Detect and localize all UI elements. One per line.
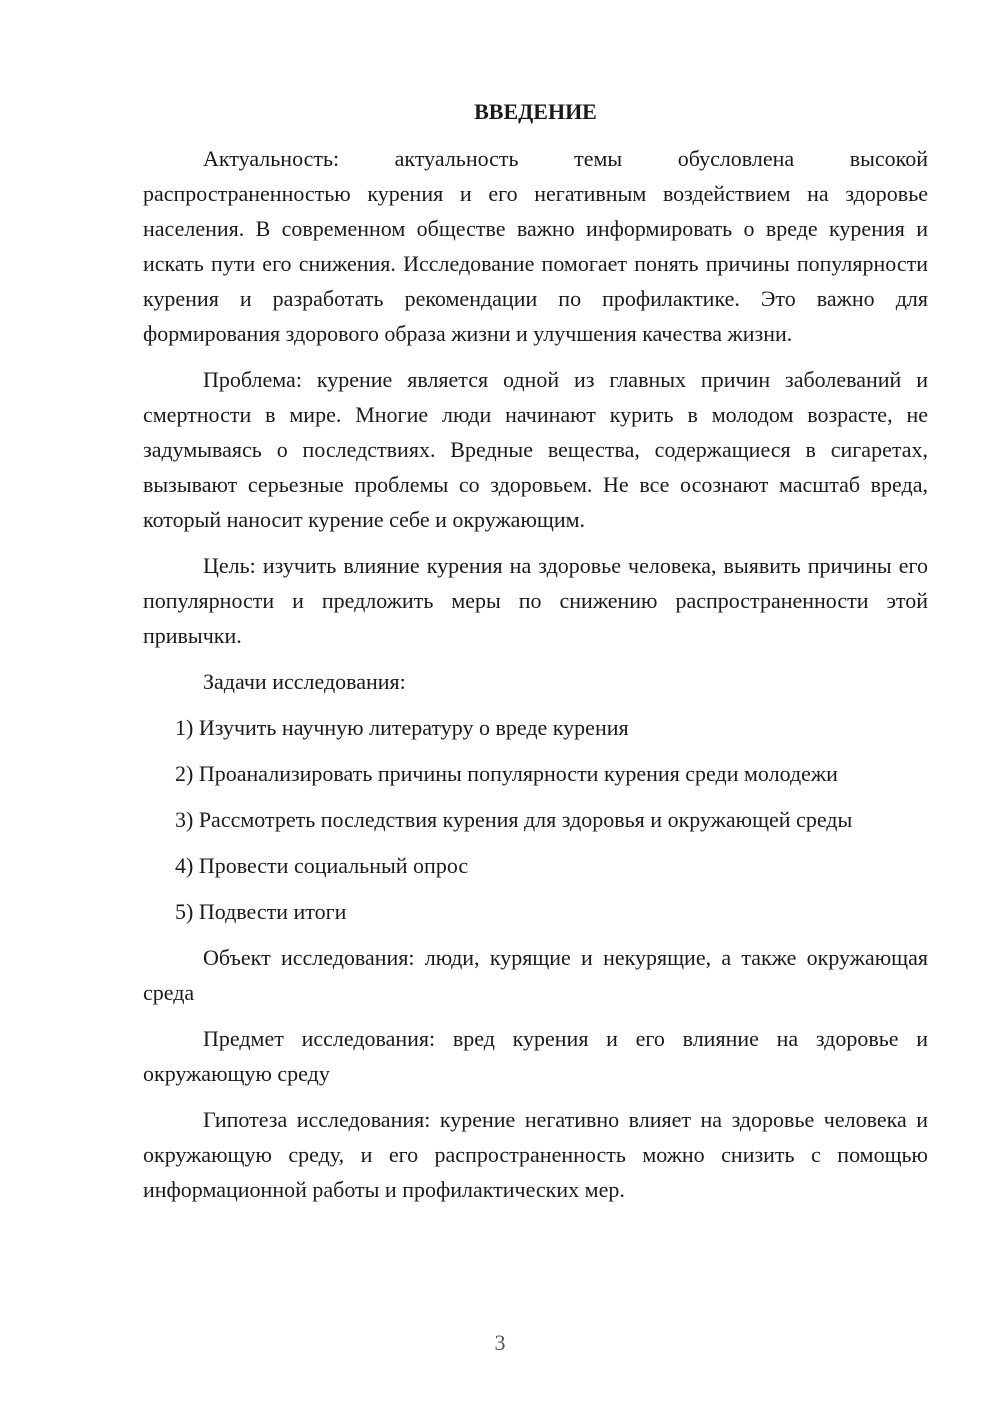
paragraph-hypothesis: Гипотеза исследования: курение негативно влияет на здоровье человека и окружающую среду, и его распространенность можно снизить с помощью информационной работы и профилактических мер. xyxy=(143,1107,928,1202)
task-item-4: 4) Провести социальный опрос xyxy=(175,853,469,878)
page-title: ВВЕДЕНИЕ xyxy=(474,99,597,124)
paragraph-object: Объект исследования: люди, курящие и некурящие, а также окружающая среда xyxy=(143,945,928,1005)
page-number: 3 xyxy=(494,1330,506,1355)
tasks-heading: Задачи исследования: xyxy=(203,669,406,694)
paragraph-relevance: Актуальность: актуальность темы обусловлена высокой распространенностью курения и его негативным воздействием на здоровье населения. В современном обществе важно информировать о вреде курения и искать пути его снижения. Исследование помогает понять причины популярности курения и разработать рекомендации по профилактике. Это важно для формирования здорового образа жизни и улучшения качества жизни. xyxy=(143,146,928,346)
document-page xyxy=(143,94,928,1218)
paragraph-problem: Проблема: курение является одной из главных причин заболеваний и смертности в мире. Многие люди начинают курить в молодом возрасте, не задумываясь о последствиях. Вредные вещества, содержащиеся в сигаретах, вызывают серьезные проблемы со здоровьем. Не все осознают масштаб вреда, который наносит курение себе и окружающим. xyxy=(143,367,928,532)
paragraph-subject: Предмет исследования: вред курения и его влияние на здоровье и окружающую среду xyxy=(143,1026,928,1086)
task-item-2: 2) Проанализировать причины популярности курения среди молодежи xyxy=(175,761,838,786)
task-item-1: 1) Изучить научную литературу о вреде курения xyxy=(175,715,629,740)
task-item-3: 3) Рассмотреть последствия курения для здоровья и окружающей среды xyxy=(175,807,853,832)
task-item-5: 5) Подвести итоги xyxy=(175,899,347,924)
paragraph-goal: Цель: изучить влияние курения на здоровье человека, выявить причины его популярности и предложить меры по снижению распространенности этой привычки. xyxy=(143,553,928,648)
